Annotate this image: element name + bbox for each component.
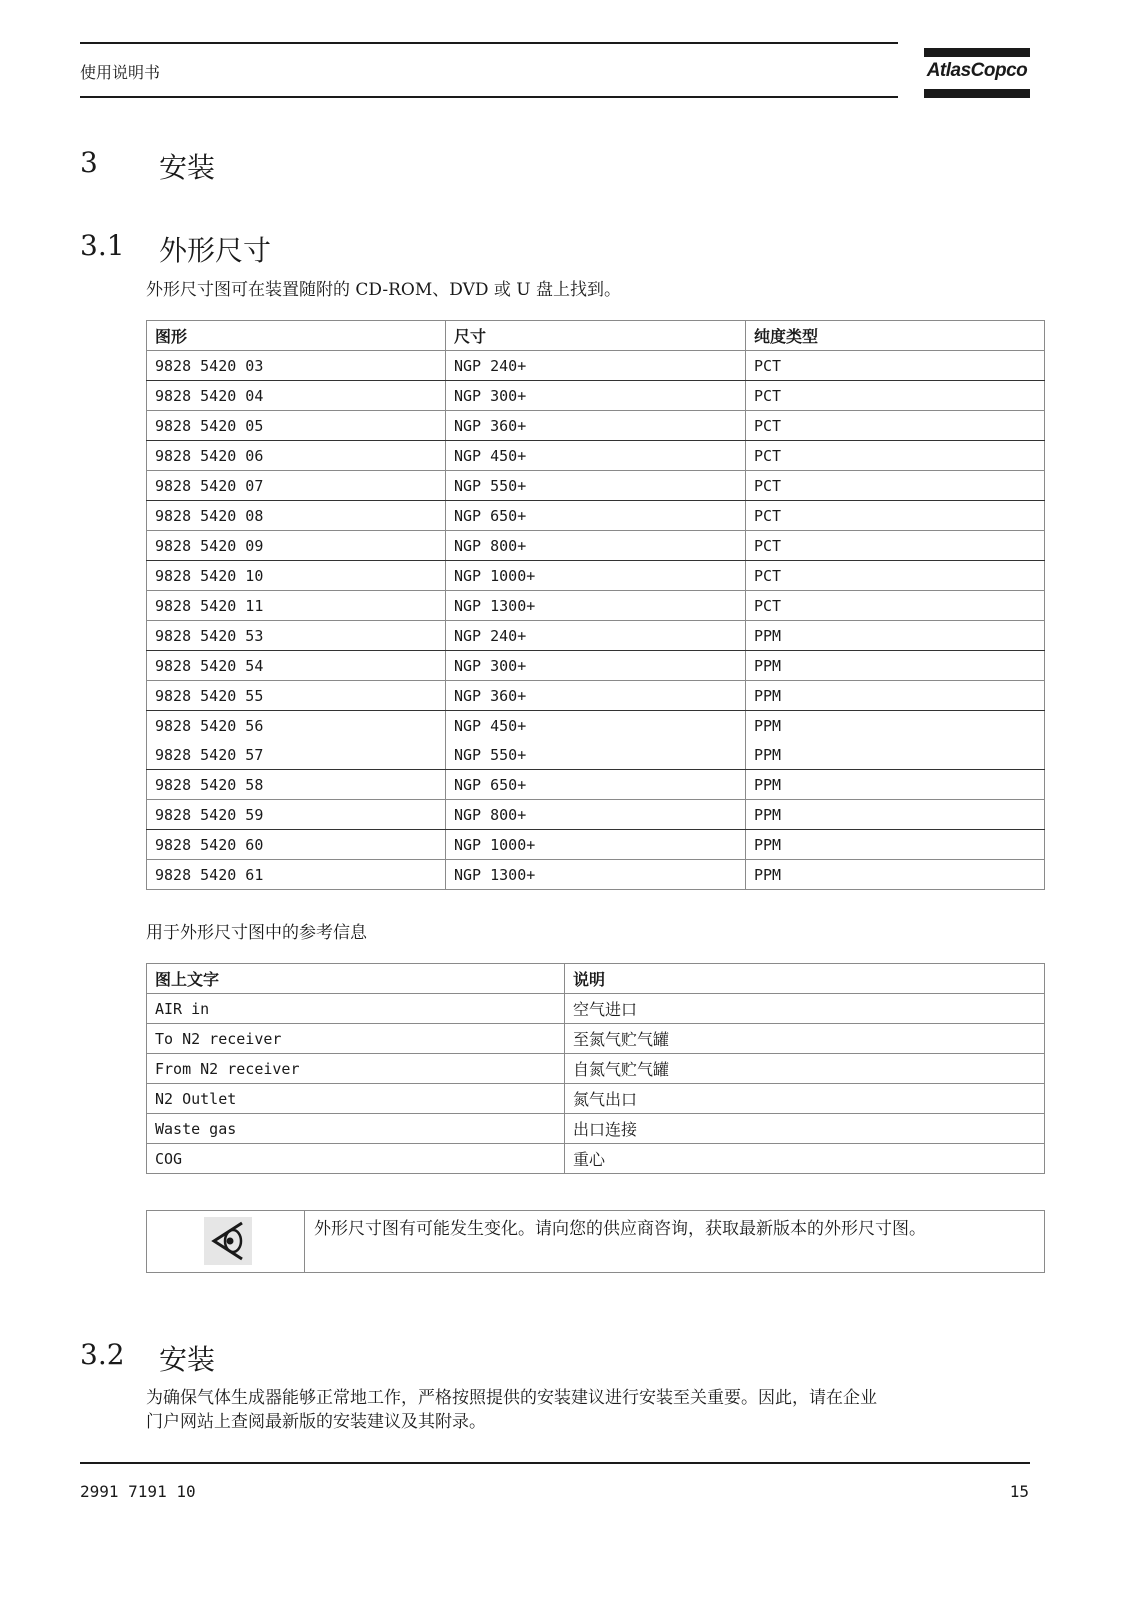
size: NGP 300+ — [446, 381, 746, 411]
drawing-number: 9828 5420 10 — [147, 561, 446, 591]
table-row — [147, 621, 1045, 651]
purity-type: PPM — [746, 830, 1045, 860]
table-row — [147, 471, 1045, 501]
logo-text: AtlasCopco — [926, 60, 1028, 81]
section-3-1-number: 3.1 — [80, 229, 125, 262]
table-row — [147, 381, 1045, 411]
column-header: 纯度类型 — [746, 321, 1045, 351]
column-header: 图上文字 — [147, 964, 565, 994]
size: NGP 450+ — [446, 711, 746, 741]
purity-type: PPM — [746, 800, 1045, 830]
size: NGP 1300+ — [446, 591, 746, 621]
column-header: 图形 — [147, 321, 446, 351]
drawing-number: 9828 5420 61 — [147, 860, 446, 890]
table-row — [147, 441, 1045, 471]
table-row — [147, 830, 1045, 860]
drawing-number: 9828 5420 03 — [147, 351, 446, 381]
drawing-number: 9828 5420 08 — [147, 501, 446, 531]
page-number: 15 — [1009, 1482, 1029, 1501]
table-header-row — [147, 964, 1045, 994]
drawing-number: 9828 5420 09 — [147, 531, 446, 561]
purity-type: PCT — [746, 471, 1045, 501]
document-type: 使用说明书 — [80, 63, 161, 82]
table-row — [147, 860, 1045, 890]
installation-text-line-1: 为确保气体生成器能够正常地工作，严格按照提供的安装建议进行安装至关重要。因此，请在企业 — [146, 1388, 877, 1408]
drawing-number: 9828 5420 56 — [147, 711, 446, 741]
section-3-number: 3 — [80, 146, 98, 179]
size: NGP 550+ — [446, 740, 746, 770]
section-3-2-title: 安装 — [159, 1343, 216, 1376]
reference-caption: 用于外形尺寸图中的参考信息 — [146, 923, 367, 943]
size: NGP 300+ — [446, 651, 746, 681]
explanation: 氮气出口 — [565, 1084, 1045, 1114]
size: NGP 240+ — [446, 621, 746, 651]
explanation: 出口连接 — [565, 1114, 1045, 1144]
drawing-number: 9828 5420 07 — [147, 471, 446, 501]
drawing-text: To N2 receiver — [147, 1024, 565, 1054]
drawing-text: N2 Outlet — [147, 1084, 565, 1114]
header-top-rule — [80, 42, 898, 44]
explanation: 重心 — [565, 1144, 1045, 1174]
table-row — [147, 1144, 1045, 1174]
footer-rule — [80, 1462, 1030, 1464]
document-number: 2991 7191 10 — [80, 1482, 196, 1501]
table-row — [147, 1054, 1045, 1084]
drawing-number: 9828 5420 53 — [147, 621, 446, 651]
purity-type: PCT — [746, 561, 1045, 591]
table-header-row — [147, 321, 1045, 351]
size: NGP 800+ — [446, 800, 746, 830]
note-text: 外形尺寸图有可能发生变化。请向您的供应商咨询，获取最新版本的外形尺寸图。 — [314, 1219, 926, 1239]
table-row — [147, 770, 1045, 800]
size: NGP 1000+ — [446, 830, 746, 860]
purity-type: PCT — [746, 531, 1045, 561]
drawing-number: 9828 5420 60 — [147, 830, 446, 860]
drawing-text: AIR in — [147, 994, 565, 1024]
table-row — [147, 711, 1045, 741]
reference-table — [146, 963, 1045, 1174]
drawing-number: 9828 5420 54 — [147, 651, 446, 681]
size: NGP 240+ — [446, 351, 746, 381]
note-icon-cell — [147, 1211, 305, 1272]
purity-type: PCT — [746, 351, 1045, 381]
purity-type: PCT — [746, 501, 1045, 531]
purity-type: PPM — [746, 740, 1045, 770]
table-row — [147, 351, 1045, 381]
table-row — [147, 1024, 1045, 1054]
table-row — [147, 1084, 1045, 1114]
drawing-number: 9828 5420 57 — [147, 740, 446, 770]
purity-type: PPM — [746, 860, 1045, 890]
table-row — [147, 740, 1045, 770]
table-row — [147, 531, 1045, 561]
purity-type: PCT — [746, 441, 1045, 471]
size: NGP 550+ — [446, 471, 746, 501]
purity-type: PPM — [746, 770, 1045, 800]
note-box — [146, 1210, 1045, 1273]
purity-type: PCT — [746, 381, 1045, 411]
column-header: 尺寸 — [446, 321, 746, 351]
drawing-number: 9828 5420 11 — [147, 591, 446, 621]
purity-type: PPM — [746, 621, 1045, 651]
purity-type: PPM — [746, 681, 1045, 711]
table-row — [147, 651, 1045, 681]
size: NGP 650+ — [446, 770, 746, 800]
purity-type: PPM — [746, 651, 1045, 681]
drawing-number: 9828 5420 05 — [147, 411, 446, 441]
installation-text-line-2: 门户网站上查阅最新版的安装建议及其附录。 — [146, 1412, 486, 1432]
dimension-table — [146, 320, 1045, 890]
drawing-number: 9828 5420 59 — [147, 800, 446, 830]
dimension-intro: 外形尺寸图可在装置随附的 CD-ROM、DVD 或 U 盘上找到。 — [146, 280, 622, 300]
size: NGP 450+ — [446, 441, 746, 471]
table-row — [147, 561, 1045, 591]
size: NGP 650+ — [446, 501, 746, 531]
drawing-text: COG — [147, 1144, 565, 1174]
size: NGP 360+ — [446, 681, 746, 711]
header-bottom-rule — [80, 96, 898, 98]
explanation: 空气进口 — [565, 994, 1045, 1024]
table-row — [147, 501, 1045, 531]
table-row — [147, 681, 1045, 711]
table-row — [147, 800, 1045, 830]
section-3-title: 安装 — [159, 151, 216, 184]
size: NGP 1000+ — [446, 561, 746, 591]
drawing-text: Waste gas — [147, 1114, 565, 1144]
explanation: 自氮气贮气罐 — [565, 1054, 1045, 1084]
drawing-number: 9828 5420 06 — [147, 441, 446, 471]
purity-type: PCT — [746, 411, 1045, 441]
table-row — [147, 994, 1045, 1024]
drawing-number: 9828 5420 04 — [147, 381, 446, 411]
drawing-number: 9828 5420 55 — [147, 681, 446, 711]
column-header: 说明 — [565, 964, 1045, 994]
table-row — [147, 591, 1045, 621]
size: NGP 360+ — [446, 411, 746, 441]
purity-type: PCT — [746, 591, 1045, 621]
size: NGP 1300+ — [446, 860, 746, 890]
section-3-1-title: 外形尺寸 — [159, 234, 272, 267]
purity-type: PPM — [746, 711, 1045, 741]
drawing-text: From N2 receiver — [147, 1054, 565, 1084]
atlas-copco-logo — [924, 48, 1030, 98]
section-3-2-number: 3.2 — [80, 1338, 125, 1371]
explanation: 至氮气贮气罐 — [565, 1024, 1045, 1054]
drawing-number: 9828 5420 58 — [147, 770, 446, 800]
eye-note-icon — [204, 1217, 252, 1265]
table-row — [147, 411, 1045, 441]
size: NGP 800+ — [446, 531, 746, 561]
table-row — [147, 1114, 1045, 1144]
